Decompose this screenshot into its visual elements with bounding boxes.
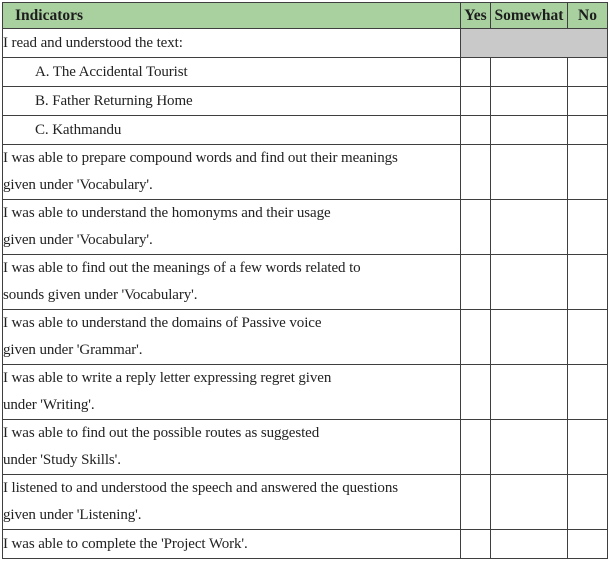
self-assessment-table	[2, 2, 608, 559]
header-row	[3, 3, 608, 29]
indicator-text	[3, 200, 461, 255]
indicator-line: I was able to complete the 'Project Work'.	[3, 535, 248, 552]
indicator-text	[3, 365, 461, 420]
somewhat-cell[interactable]	[491, 475, 568, 530]
table-row	[3, 255, 608, 310]
indicator-text	[3, 87, 461, 116]
yes-cell[interactable]	[461, 145, 491, 200]
yes-header: Yes	[461, 3, 491, 29]
somewhat-cell[interactable]	[491, 87, 568, 116]
table-row	[3, 29, 608, 58]
indicator-line: given under 'Vocabulary'.	[3, 232, 153, 248]
no-cell[interactable]	[568, 200, 608, 255]
yes-cell[interactable]	[461, 116, 491, 145]
somewhat-cell[interactable]	[491, 58, 568, 87]
indicator-line: I was able to find out the possible routes as suggested	[3, 425, 320, 441]
somewhat-cell[interactable]	[491, 310, 568, 365]
indicator-line: under 'Study Skills'.	[3, 452, 121, 468]
table-row	[3, 420, 608, 475]
indicator-line: B. Father Returning Home	[35, 92, 193, 109]
indicator-line: I listened to and understood the speech and answered the questions	[3, 480, 398, 496]
table-row	[3, 58, 608, 87]
somewhat-cell[interactable]	[491, 365, 568, 420]
indicator-line: I was able to write a reply letter expressing regret given	[3, 370, 332, 386]
indicator-line: I read and understood the text:	[3, 34, 183, 51]
somewhat-cell[interactable]	[491, 530, 568, 559]
no-cell[interactable]	[568, 116, 608, 145]
indicator-text	[3, 29, 461, 58]
no-cell[interactable]	[568, 530, 608, 559]
no-cell[interactable]	[568, 420, 608, 475]
somewhat-cell[interactable]	[491, 420, 568, 475]
no-cell[interactable]	[568, 87, 608, 116]
somewhat-header: Somewhat	[491, 3, 568, 29]
indicator-text	[3, 475, 461, 530]
somewhat-cell[interactable]	[491, 255, 568, 310]
indicator-text	[3, 255, 461, 310]
indicator-text	[3, 145, 461, 200]
table-row	[3, 310, 608, 365]
table-row	[3, 475, 608, 530]
indicator-line: I was able to understand the domains of Passive voice	[3, 315, 322, 331]
yes-cell[interactable]	[461, 255, 491, 310]
yes-cell[interactable]	[461, 58, 491, 87]
indicator-line: I was able to prepare compound words and find out their meanings	[3, 150, 398, 166]
table-row	[3, 87, 608, 116]
yes-cell[interactable]	[461, 365, 491, 420]
yes-cell[interactable]	[461, 200, 491, 255]
indicator-line: C. Kathmandu	[35, 121, 122, 138]
yes-cell[interactable]	[461, 87, 491, 116]
table-row	[3, 530, 608, 559]
indicator-line: given under 'Vocabulary'.	[3, 177, 153, 193]
no-cell[interactable]	[568, 58, 608, 87]
yes-cell[interactable]	[461, 420, 491, 475]
somewhat-cell[interactable]	[491, 116, 568, 145]
indicators-header: Indicators	[3, 3, 461, 29]
no-cell[interactable]	[568, 365, 608, 420]
indicator-line: under 'Writing'.	[3, 397, 95, 413]
table-row	[3, 200, 608, 255]
indicator-line: given under 'Listening'.	[3, 507, 142, 523]
table-row	[3, 145, 608, 200]
redaction-patch	[268, 126, 406, 143]
no-cell[interactable]	[568, 255, 608, 310]
no-cell[interactable]	[568, 475, 608, 530]
yes-cell[interactable]	[461, 310, 491, 365]
table-row	[3, 365, 608, 420]
no-cell[interactable]	[568, 310, 608, 365]
indicator-line: A. The Accidental Tourist	[35, 63, 188, 80]
yes-cell[interactable]	[461, 530, 491, 559]
no-header: No	[568, 3, 608, 29]
somewhat-cell[interactable]	[491, 145, 568, 200]
indicator-text	[3, 420, 461, 475]
indicator-text	[3, 310, 461, 365]
indicator-line: I was able to find out the meanings of a few words related to	[3, 260, 361, 276]
indicator-text	[3, 530, 461, 559]
indicator-text	[3, 58, 461, 87]
shaded-response-cell	[461, 29, 608, 58]
indicator-line: I was able to understand the homonyms and their usage	[3, 205, 331, 221]
indicator-line: sounds given under 'Vocabulary'.	[3, 287, 198, 303]
no-cell[interactable]	[568, 145, 608, 200]
yes-cell[interactable]	[461, 475, 491, 530]
somewhat-cell[interactable]	[491, 200, 568, 255]
indicator-line: given under 'Grammar'.	[3, 342, 143, 358]
